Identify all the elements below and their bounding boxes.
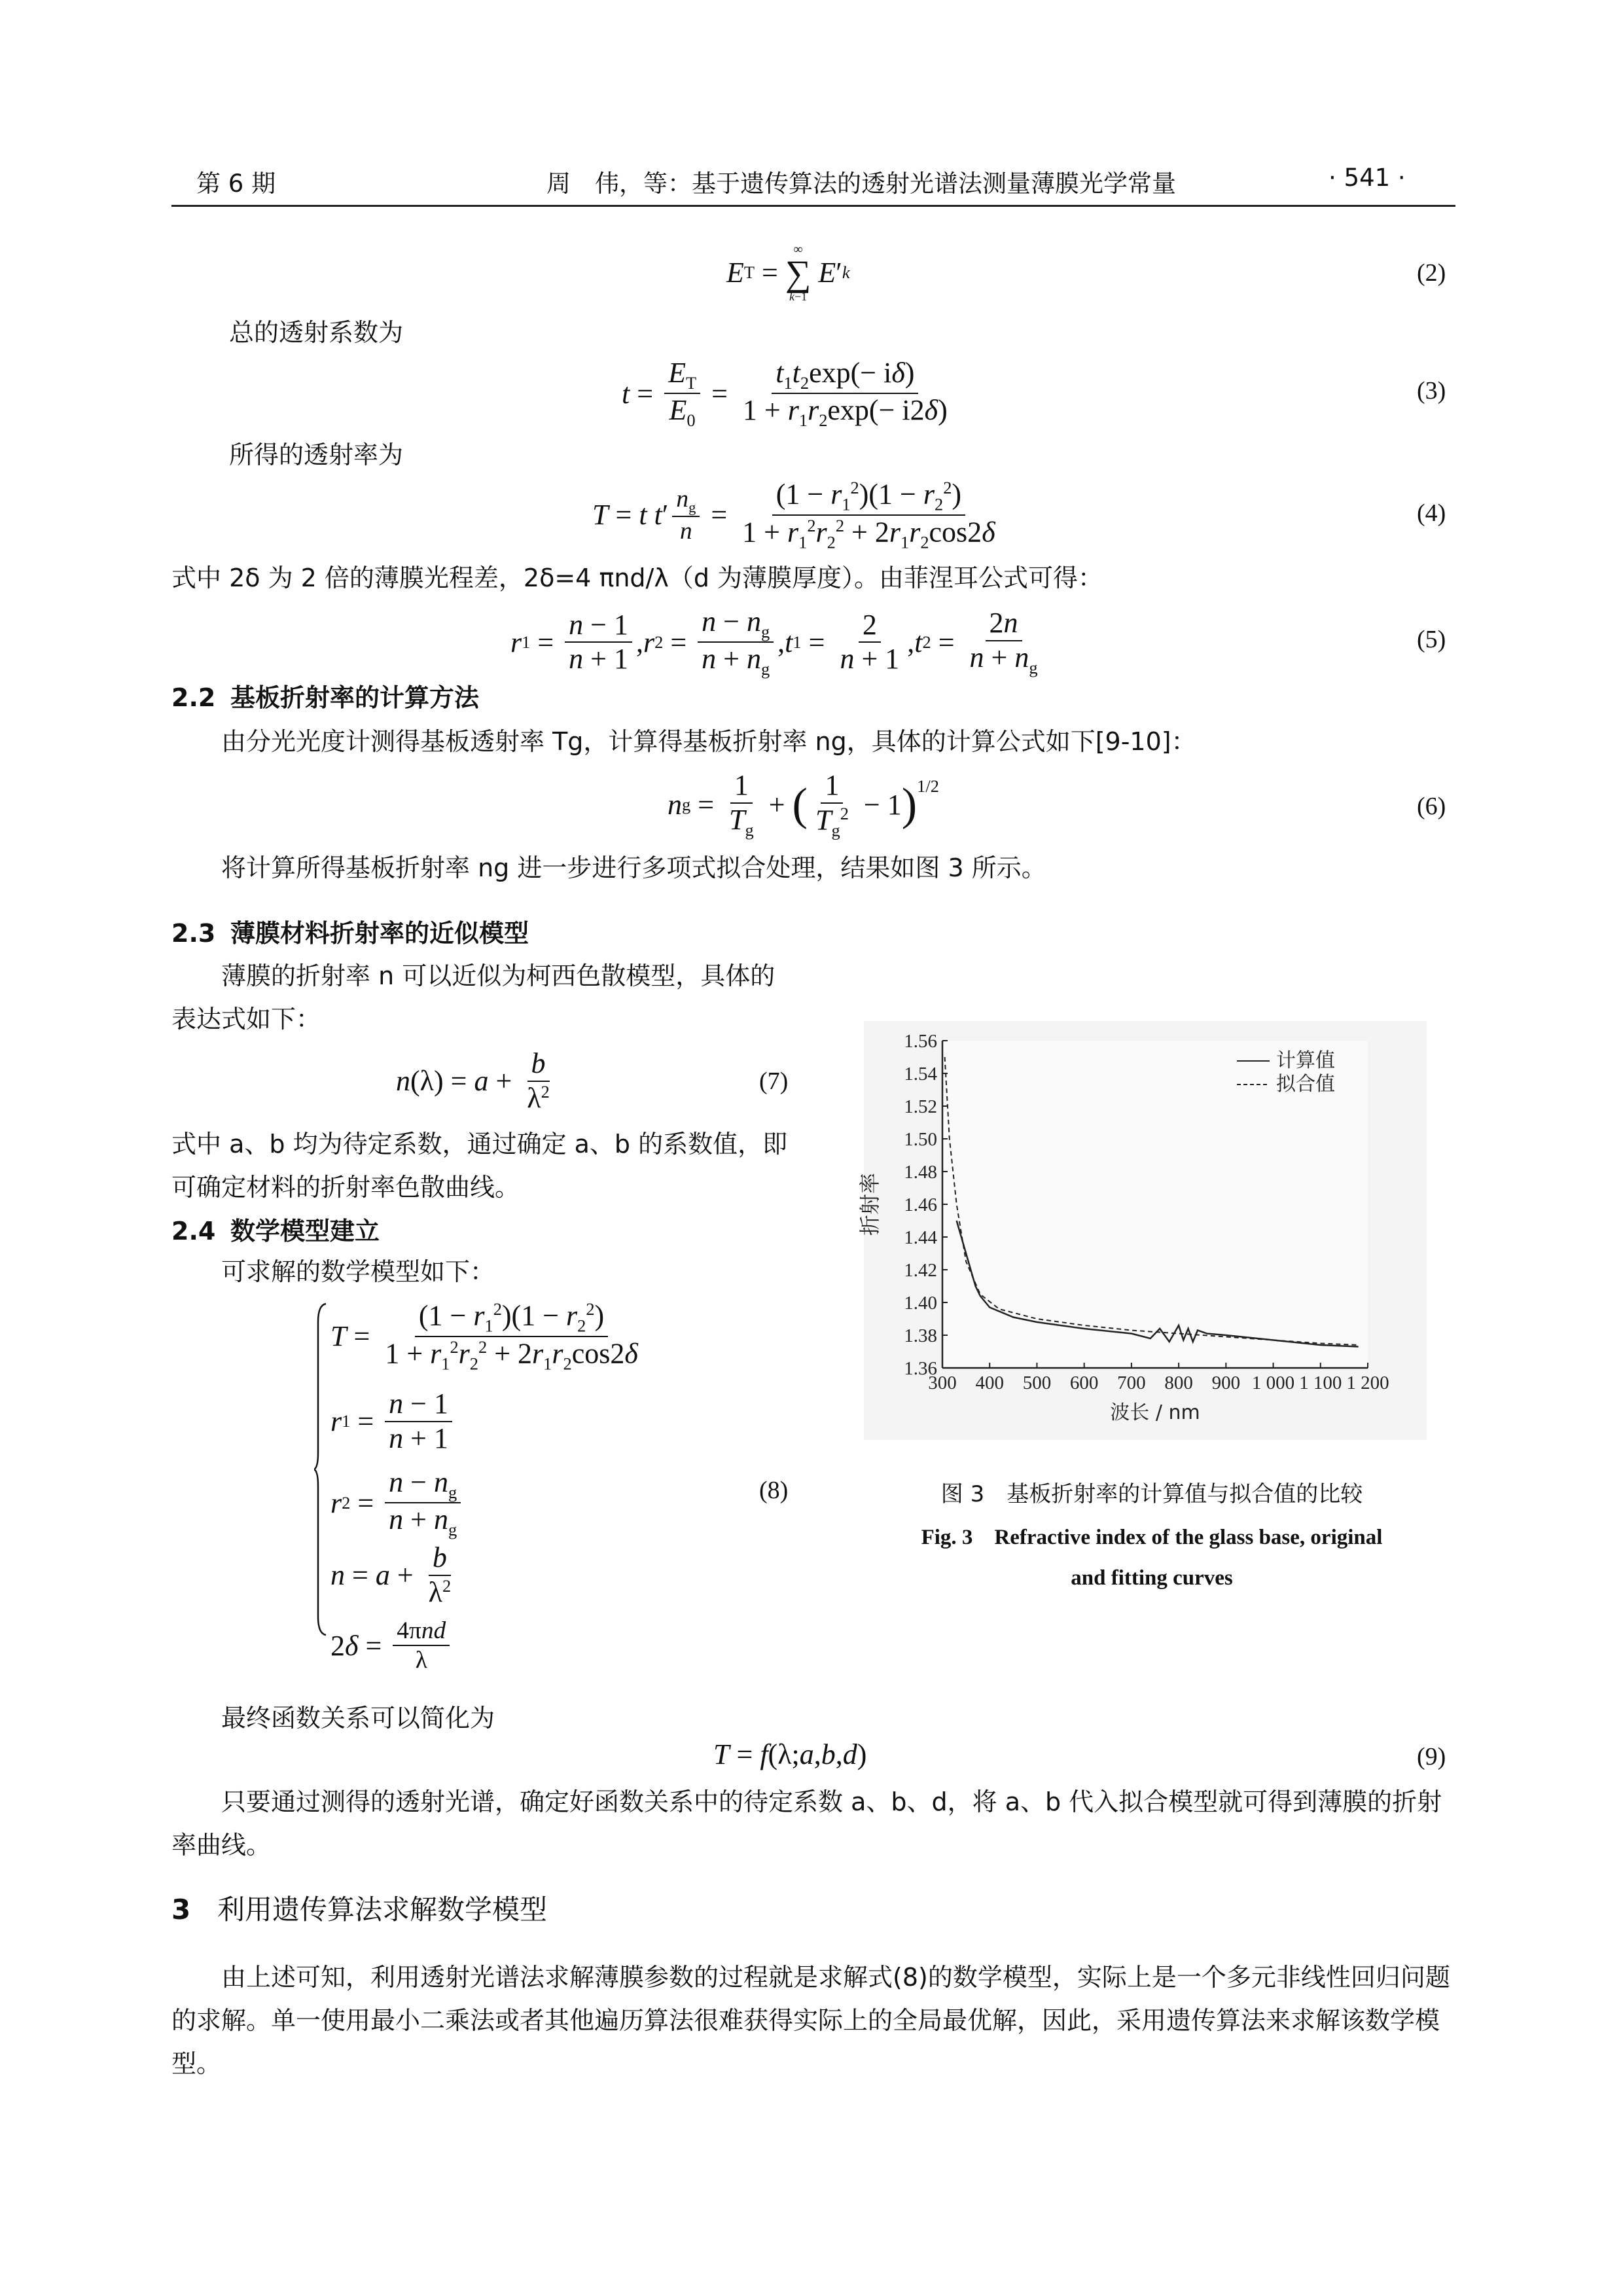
equation-6: n g = $\frac{1}{T_g}$ + ( $\frac{1}{T_g^2}$ − 1 ) $^{1/2}$ [668, 769, 939, 840]
equation-8-line-1: T = $\frac{(1 - r_1^2)(1 - r_2^2)}{1 + r_1^2r_2^2 + 2r_1r_2\cos 2\delta}$ [330, 1299, 638, 1374]
equation-8-brace [314, 1302, 327, 1636]
equation-2: E T = ∞ ∑ k−1 E ′ k [726, 242, 850, 303]
y-tick-label: 1.36 [904, 1358, 937, 1379]
eq-number-5: (5) [1417, 626, 1446, 653]
figure-caption-en-2: and fitting curves [1071, 1566, 1233, 1590]
equation-5: r 1 = $\frac{n - 1}{n + 1}$ , r 2 = $\frac{n - n_g}{n + n_g}$ , t 1 = $\frac{2}{n + 1}$ , t 2 = $\frac{2n}{n + n_g}$ [510, 605, 1038, 679]
section-3-title: 利用遗传算法求解数学模型 [217, 1893, 548, 1926]
equation-8-line-3: r 2 = $\frac{n - n_g}{n + n_g}$ [330, 1466, 465, 1539]
y-tick-label: 1.54 [904, 1064, 937, 1085]
equation-8-line-2: r 1 = $\frac{n - 1}{n + 1}$ [330, 1388, 456, 1455]
sec23-paragraph-1: 薄膜的折射率 n 可以近似为柯西色散模型，具体的表达式如下： [171, 961, 776, 1033]
eq-number-6: (6) [1417, 793, 1446, 820]
sec24-paragraph-1: 可求解的数学模型如下： [221, 1257, 495, 1286]
sec23-paragraph-2: 式中 a、b 均为待定系数，通过确定 a、b 的系数值，即可确定材料的折射率色散曲线。 [171, 1130, 788, 1202]
x-tick-label: 1 100 [1299, 1372, 1342, 1393]
section-2-2-number: 2.2 [171, 683, 216, 712]
journal-issue: 第 6 期 [196, 170, 276, 198]
t-intro: 总的透射系数为 [229, 318, 404, 347]
y-tick-label: 1.48 [904, 1162, 937, 1183]
section-2-3-title: 薄膜材料折射率的近似模型 [230, 919, 529, 948]
equation-8-line-4: n = a + $\frac{b}{\lambda^2}$ [330, 1541, 452, 1609]
x-tick-label: 800 [1164, 1372, 1193, 1393]
x-tick-label: 400 [975, 1372, 1004, 1393]
figure-caption-cn: 图 3 基板折射率的计算值与拟合值的比较 [940, 1481, 1363, 1507]
x-tick-label: 300 [928, 1372, 957, 1393]
x-tick-label: 1 200 [1346, 1372, 1389, 1393]
section-2-2-heading [171, 677, 479, 713]
y-tick-label: 1.40 [904, 1293, 937, 1314]
sec24-paragraph-3: 只要通过测得的透射光谱，确定好函数关系中的待定系数 a、b、d，将 a、b 代入拟合模型就可得到薄膜的折射率曲线。 [171, 1787, 1442, 1859]
eq-number-2: (2) [1417, 259, 1446, 287]
y-tick-label: 1.52 [904, 1096, 937, 1117]
formula4-note: 式中 2δ 为 2 倍的薄膜光程差，2δ=4 πnd/λ（d 为薄膜厚度）。由菲涅耳公式可得： [171, 564, 1103, 592]
y-tick-label: 1.56 [904, 1031, 937, 1052]
refractive-index-chart [851, 1021, 1440, 1440]
legend-label-2: 拟合值 [1276, 1073, 1335, 1096]
x-tick-label: 600 [1069, 1372, 1099, 1393]
figure-caption-en-1: Fig. 3 Refractive index of the glass base, original [921, 1526, 1383, 1549]
section-2-4-number: 2.4 [171, 1217, 216, 1246]
eq-number-7: (7) [759, 1067, 789, 1095]
section-3-number: 3 [171, 1893, 191, 1926]
section-2-3-heading [171, 913, 529, 949]
x-axis-label: 波长 / nm [1110, 1401, 1200, 1424]
page-number: · 541 · [1329, 164, 1406, 192]
x-tick-label: 700 [1117, 1372, 1146, 1393]
y-tick-label: 1.42 [904, 1260, 937, 1281]
y-tick-label: 1.46 [904, 1194, 937, 1215]
y-axis-label: 折射率 [857, 1172, 882, 1236]
eq-number-8: (8) [759, 1477, 789, 1504]
section-2-4-heading [171, 1211, 380, 1247]
equation-9: T = f (λ; a , b , d ) [713, 1738, 867, 1770]
section-2-2-title: 基板折射率的计算方法 [230, 683, 480, 712]
equation-8-line-5: 2 δ = $\frac{\text{4πnd}}{\lambda}$ [330, 1617, 454, 1674]
eq-number-3: (3) [1417, 377, 1446, 404]
x-tick-label: 900 [1211, 1372, 1241, 1393]
eq-number-9: (9) [1417, 1743, 1446, 1770]
eq-number-4: (4) [1417, 499, 1446, 527]
sec3-paragraph-1: 由上述可知，利用透射光谱法求解薄膜参数的过程就是求解式(8)的数学模型，实际上是一个多元非线性回归问题的求解。单一使用最小二乘法或者其他遍历算法很难获得实际上的全局最优解，因此，采用遗传算法来求解该数学模型。 [171, 1963, 1450, 2078]
y-tick-label: 1.44 [904, 1227, 937, 1248]
sec24-paragraph-2: 最终函数关系可以简化为 [221, 1704, 495, 1732]
sec22-paragraph-2: 将计算所得基板折射率 ng 进一步进行多项式拟合处理，结果如图 3 所示。 [221, 853, 1046, 882]
equation-3: t = $\frac{E_T}{E_0}$ = $\frac{t_1t_2\exp(- i\delta)}{1 + r_1r_2\exp(- i2\delta)}$ [622, 357, 948, 430]
equation-7: n (λ) = a + $\frac{b}{\lambda^2}$ [396, 1047, 550, 1115]
y-tick-label: 1.38 [904, 1325, 937, 1346]
equation-4: T = t t ′ $\frac{n_g}{n}$ = $\frac{(1 - r_1^2)(1 - r_2^2)}{1 + r_1^2r_2^2 + 2r_1r_2\cos 2\delta}$ [592, 478, 995, 552]
legend-label-1: 计算值 [1276, 1049, 1335, 1072]
x-tick-label: 1 000 [1251, 1372, 1295, 1393]
section-2-3-number: 2.3 [171, 919, 216, 948]
section-3-heading [171, 1888, 547, 1928]
sec22-paragraph-1: 由分光光度计测得基板透射率 Tg，计算得基板折射率 ng，具体的计算公式如下[9-10]： [221, 727, 1196, 756]
running-title: 周 伟，等：基于遗传算法的透射光谱法测量薄膜光学常量 [546, 170, 1176, 198]
T-intro: 所得的透射率为 [229, 440, 404, 469]
x-tick-label: 500 [1022, 1372, 1052, 1393]
header-rule [171, 205, 1455, 207]
section-2-4-title: 数学模型建立 [230, 1217, 380, 1246]
y-tick-label: 1.50 [904, 1129, 937, 1150]
